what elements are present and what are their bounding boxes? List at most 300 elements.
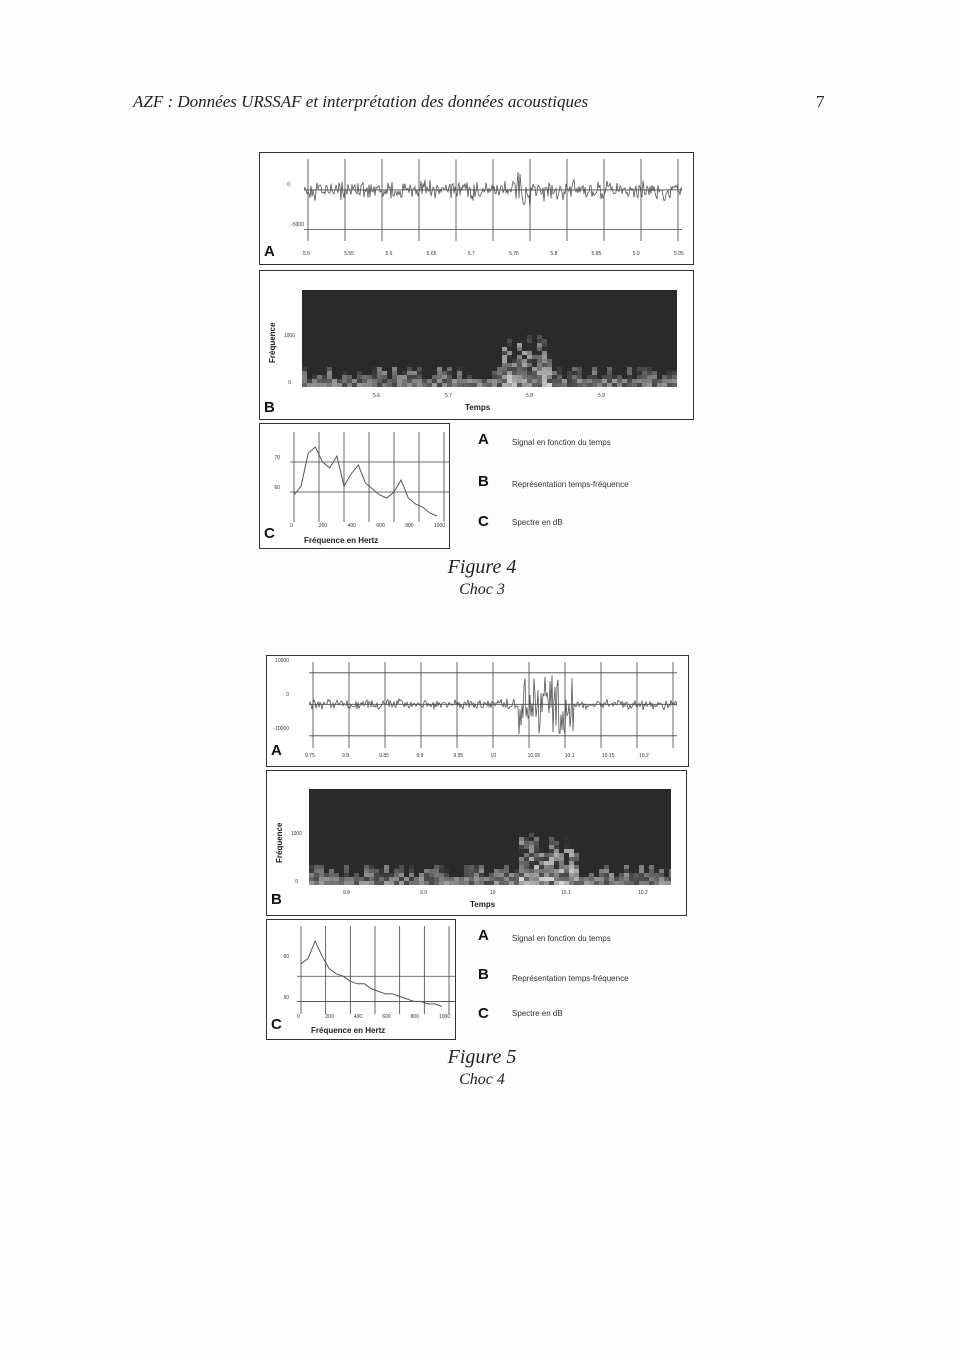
- fig5-b-spectrogram-cell: [549, 865, 554, 869]
- fig4-b-spectrogram-cell: [432, 375, 437, 379]
- fig4-b-spectrogram-cell: [457, 383, 462, 387]
- fig5-b-spectrogram-cell: [549, 873, 554, 877]
- fig4-b-spectrogram-cell: [627, 375, 632, 379]
- fig4-b-spectrogram-cell: [542, 347, 547, 351]
- fig5-b-spectrogram-cell: [549, 837, 554, 841]
- fig4-b-spectrogram-cell: [642, 367, 647, 371]
- fig5-b-spectrogram-cell: [604, 865, 609, 869]
- fig4-b-spectrogram-cell: [547, 379, 552, 383]
- fig5-panel-c: [266, 919, 456, 1040]
- fig4-b-spectrogram-cell: [577, 367, 582, 371]
- fig5-b-spectrogram-cell: [639, 869, 644, 873]
- fig4-legend-letter-b: B: [478, 473, 489, 490]
- fig4-b-spectrogram-cell: [587, 379, 592, 383]
- fig4-b-spectrogram-cell: [372, 383, 377, 387]
- fig4-b-spectrogram-cell: [532, 355, 537, 359]
- fig4-b-spectrogram-cell: [432, 383, 437, 387]
- fig4-b-spectrogram-cell: [607, 379, 612, 383]
- fig5-b-spectrogram-cell: [354, 873, 359, 877]
- fig4-b-spectrogram-cell: [567, 379, 572, 383]
- fig4-b-spectrogram-cell: [357, 379, 362, 383]
- fig4-b-spectrogram-cell: [527, 335, 532, 339]
- fig5-b-spectrogram-cell: [649, 873, 654, 877]
- fig5-b-spectrogram-cell: [494, 877, 499, 881]
- fig5-b-spectrogram-cell: [564, 841, 569, 845]
- fig5-b-spectrogram-cell: [399, 881, 404, 885]
- fig4-b-spectrogram-cell: [317, 383, 322, 387]
- fig5-b-spectrogram-cell: [494, 869, 499, 873]
- fig4-b-spectrogram-cell: [537, 343, 542, 347]
- fig5-b-spectrogram-cell: [434, 873, 439, 877]
- fig4-b-spectrogram-cell: [527, 379, 532, 383]
- fig5-b-spectrogram-cell: [649, 869, 654, 873]
- fig5-b-spectrogram-cell: [529, 873, 534, 877]
- fig5-b-spectrogram-cell: [459, 877, 464, 881]
- fig5-b-spectrogram-cell: [364, 865, 369, 869]
- fig4-b-spectrogram-cell: [407, 375, 412, 379]
- fig5-b-spectrogram-cell: [539, 857, 544, 861]
- fig4-b-spectrogram-cell: [537, 363, 542, 367]
- fig5-b-spectrogram-cell: [464, 865, 469, 869]
- fig4-b-spectrogram-cell: [537, 359, 542, 363]
- fig5-b-spectrogram-cell: [399, 869, 404, 873]
- fig4-b-spectrogram-cell: [402, 383, 407, 387]
- fig4-b-spectrogram-cell: [507, 371, 512, 375]
- fig4-b-spectrogram-cell: [372, 379, 377, 383]
- fig4-b-spectrogram-cell: [357, 383, 362, 387]
- fig5-a-xtick: 10.1: [564, 753, 575, 759]
- fig5-b-spectrogram-cell: [649, 881, 654, 885]
- fig5-b-spectrogram-cell: [369, 877, 374, 881]
- fig4-b-spectrogram-cell: [432, 379, 437, 383]
- fig5-b-spectrogram-cell: [469, 881, 474, 885]
- fig4-b-spectrogram-cell: [667, 379, 672, 383]
- fig4-b-spectrogram-cell: [437, 383, 442, 387]
- fig4-b-spectrogram-cell: [537, 383, 542, 387]
- fig4-b-spectrogram-cell: [302, 375, 307, 379]
- fig4-b-spectrogram-cell: [402, 375, 407, 379]
- fig4-b-spectrogram-cell: [392, 375, 397, 379]
- fig5-b-spectrogram-cell: [479, 869, 484, 873]
- fig5-b-spectrogram-cell: [614, 881, 619, 885]
- fig5-b-spectrogram-cell: [394, 873, 399, 877]
- fig4-b-spectrogram-cell: [642, 379, 647, 383]
- fig5-b-spectrogram-cell: [554, 861, 559, 865]
- fig5-b-spectrogram-cell: [544, 853, 549, 857]
- fig5-b-spectrogram-cell: [624, 881, 629, 885]
- fig5-b-spectrogram-cell: [624, 877, 629, 881]
- fig4-b-spectrogram-cell: [352, 383, 357, 387]
- fig5-b-spectrogram-cell: [574, 881, 579, 885]
- fig4-a-xtick: 5.65: [426, 251, 437, 257]
- fig4-b-spectrogram-cell: [672, 375, 677, 379]
- fig4-b-spectrogram-cell: [512, 379, 517, 383]
- fig5-b-spectrogram-cell: [519, 869, 524, 873]
- fig4-b-spectrogram-cell: [507, 339, 512, 343]
- fig5-b-spectrogram-cell: [524, 845, 529, 849]
- fig5-b-spectrogram-cell: [569, 861, 574, 865]
- fig4-b-spectrogram-cell: [302, 367, 307, 371]
- fig4-b-spectrogram-cell: [632, 383, 637, 387]
- fig4-b-spectrogram-cell: [532, 371, 537, 375]
- fig5-b-spectrogram-cell: [524, 877, 529, 881]
- fig4-b-spectrogram-cell: [672, 371, 677, 375]
- fig4-b-spectrogram-cell: [627, 371, 632, 375]
- fig5-c-xtick: 0: [297, 1014, 300, 1020]
- fig5-b-spectrogram-cell: [504, 865, 509, 869]
- fig5-b-spectrogram-cell: [384, 869, 389, 873]
- fig4-b-spectrogram-cell: [607, 367, 612, 371]
- fig5-b-spectrogram-cell: [499, 877, 504, 881]
- fig4-b-spectrogram-cell: [527, 339, 532, 343]
- fig5-b-spectrogram-cell: [399, 873, 404, 877]
- fig5-b-spectrogram-cell: [514, 873, 519, 877]
- fig4-b-spectrogram-cell: [667, 371, 672, 375]
- fig5-b-spectrogram-cell: [499, 869, 504, 873]
- fig5-b-spectrogram-cell: [654, 877, 659, 881]
- fig4-b-spectrogram-cell: [517, 375, 522, 379]
- fig4-b-spectrogram-cell: [427, 379, 432, 383]
- fig4-a-xtick: 5.75: [509, 251, 519, 257]
- fig5-b-spectrogram-cell: [574, 865, 579, 869]
- fig4-b-spectrogram-cell: [602, 379, 607, 383]
- fig5-b-spectrogram-cell: [424, 869, 429, 873]
- fig5-panel-b: [266, 770, 687, 916]
- fig5-b-spectrogram-cell: [624, 873, 629, 877]
- fig4-b-spectrogram-cell: [547, 375, 552, 379]
- fig5-b-spectrogram-cell: [424, 881, 429, 885]
- fig5-b-spectrogram-cell: [374, 877, 379, 881]
- fig4-b-spectrogram-cell: [592, 371, 597, 375]
- fig4-b-spectrogram-cell: [522, 383, 527, 387]
- fig5-b-spectrogram-cell: [394, 881, 399, 885]
- fig5-b-spectrogram-cell: [604, 881, 609, 885]
- fig4-b-spectrogram-cell: [542, 355, 547, 359]
- fig5-b-ylabel: Fréquence: [275, 822, 284, 863]
- fig4-b-spectrogram-cell: [447, 371, 452, 375]
- fig4-b-spectrogram-cell: [527, 359, 532, 363]
- fig5-b-spectrogram-cell: [349, 877, 354, 881]
- fig4-b-letter: B: [264, 399, 275, 416]
- fig4-b-spectrogram-cell: [607, 371, 612, 375]
- fig4-b-spectrogram-cell: [507, 383, 512, 387]
- fig4-b-spectrogram-cell: [387, 379, 392, 383]
- fig4-b-spectrogram-cell: [527, 367, 532, 371]
- fig4-b-spectrogram-cell: [542, 351, 547, 355]
- fig4-b-spectrogram-cell: [327, 379, 332, 383]
- fig4-panel-a: [259, 152, 694, 265]
- fig5-b-spectrogram-cell: [574, 861, 579, 865]
- fig5-b-spectrogram-cell: [574, 869, 579, 873]
- fig5-b-spectrogram-cell: [504, 881, 509, 885]
- fig4-b-spectrogram-cell: [522, 371, 527, 375]
- fig5-b-spectrogram-cell: [309, 869, 314, 873]
- fig5-b-spectrogram-cell: [564, 869, 569, 873]
- fig4-a-xtick: 5.7: [467, 251, 475, 257]
- fig5-b-spectrogram-cell: [604, 873, 609, 877]
- fig5-a-xtick: 9.75: [305, 753, 315, 759]
- fig4-b-spectrogram-cell: [342, 375, 347, 379]
- fig4-b-spectrogram-cell: [627, 383, 632, 387]
- fig5-b-spectrogram-cell: [509, 873, 514, 877]
- fig4-b-spectrogram-cell: [372, 371, 377, 375]
- fig4-b-spectrogram-cell: [342, 383, 347, 387]
- fig5-b-spectrogram-cell: [609, 873, 614, 877]
- fig5-b-spectrogram-cell: [309, 865, 314, 869]
- fig5-b-spectrogram-cell: [329, 873, 334, 877]
- fig4-b-spectrogram-cell: [302, 379, 307, 383]
- fig5-b-spectrogram-cell: [524, 865, 529, 869]
- fig5-b-spectrogram-cell: [564, 849, 569, 853]
- fig4-b-spectrogram-cell: [462, 383, 467, 387]
- fig4-b-spectrogram-cell: [337, 383, 342, 387]
- fig5-b-spectrogram-cell: [529, 849, 534, 853]
- fig5-b-spectrogram-cell: [344, 877, 349, 881]
- fig5-b-spectrogram-cell: [574, 853, 579, 857]
- fig5-b-spectrogram-cell: [389, 881, 394, 885]
- fig5-b-spectrogram-cell: [599, 877, 604, 881]
- fig4-b-spectrogram-cell: [407, 371, 412, 375]
- fig4-b-xtick: 5.9: [598, 393, 605, 399]
- fig4-b-spectrogram-cell: [437, 367, 442, 371]
- fig5-b-spectrogram-cell: [529, 833, 534, 837]
- fig5-b-spectrogram-cell: [629, 881, 634, 885]
- fig5-b-spectrogram-cell: [574, 857, 579, 861]
- fig4-b-spectrogram-cell: [642, 375, 647, 379]
- fig4-b-spectrogram-cell: [627, 367, 632, 371]
- fig5-b-spectrogram-cell: [399, 865, 404, 869]
- fig5-b-spectrogram-cell: [374, 881, 379, 885]
- fig5-b-spectrogram-cell: [469, 865, 474, 869]
- fig4-b-spectrogram-cell: [592, 383, 597, 387]
- fig5-b-spectrogram-cell: [374, 873, 379, 877]
- fig4-c-xlabel: Fréquence en Hertz: [304, 536, 379, 545]
- fig5-b-spectrogram-cell: [444, 873, 449, 877]
- fig4-b-spectrogram-cell: [417, 379, 422, 383]
- fig4-b-spectrogram-cell: [587, 375, 592, 379]
- fig4-b-spectrogram-cell: [417, 383, 422, 387]
- fig5-b-spectrogram-cell: [479, 877, 484, 881]
- fig5-b-spectrogram-cell: [539, 861, 544, 865]
- fig4-b-spectrogram-cell: [377, 371, 382, 375]
- fig5-b-spectrogram-cell: [624, 865, 629, 869]
- fig4-b-spectrogram-cell: [537, 347, 542, 351]
- fig4-b-spectrogram-cell: [312, 383, 317, 387]
- fig5-b-spectrogram-cell: [529, 841, 534, 845]
- fig4-b-spectrogram-cell: [637, 379, 642, 383]
- fig4-b-spectrogram-cell: [467, 375, 472, 379]
- fig5-b-spectrogram-cell: [514, 877, 519, 881]
- fig5-c-xtick: 1000: [439, 1014, 451, 1020]
- fig5-b-spectrogram-cell: [454, 881, 459, 885]
- fig4-b-spectrogram-cell: [527, 363, 532, 367]
- fig4-b-spectrogram-cell: [402, 379, 407, 383]
- fig5-b-spectrogram-cell: [534, 865, 539, 869]
- fig4-b-spectrogram-cell: [627, 379, 632, 383]
- fig5-b-spectrogram-cell: [319, 873, 324, 877]
- fig4-b-spectrogram-cell: [622, 379, 627, 383]
- fig4-b-spectrogram-cell: [462, 379, 467, 383]
- fig4-b-spectrogram-cell: [532, 363, 537, 367]
- fig5-b-spectrogram-cell: [534, 869, 539, 873]
- fig4-b-spectrogram-cell: [302, 383, 307, 387]
- fig4-b-spectrogram-cell: [507, 347, 512, 351]
- fig5-b-spectrogram-cell: [534, 853, 539, 857]
- fig5-b-spectrogram-cell: [659, 877, 664, 881]
- fig4-b-spectrogram-cell: [512, 363, 517, 367]
- fig4-b-spectrogram-cell: [672, 383, 677, 387]
- fig5-b-spectrogram-cell: [599, 869, 604, 873]
- fig5-b-spectrogram-cell: [444, 877, 449, 881]
- fig5-b-spectrogram-cell: [649, 865, 654, 869]
- fig4-a-xtick: 5.95: [674, 251, 684, 257]
- fig5-b-spectrogram-cell: [439, 877, 444, 881]
- fig4-b-spectrogram-cell: [582, 379, 587, 383]
- fig5-b-spectrogram-cell: [399, 877, 404, 881]
- fig5-b-spectrogram-cell: [634, 881, 639, 885]
- fig4-b-spectrogram-cell: [407, 379, 412, 383]
- fig5-b-spectrogram-cell: [354, 877, 359, 881]
- figure-5-subcaption: Choc 4: [459, 1071, 505, 1088]
- fig5-b-xtick: 9.8: [343, 890, 350, 896]
- fig5-b-spectrogram-cell: [314, 865, 319, 869]
- fig4-b-spectrogram-cell: [527, 355, 532, 359]
- fig4-b-spectrogram-cell: [502, 347, 507, 351]
- fig5-legend-letter-b: B: [478, 966, 489, 983]
- fig5-b-spectrogram-cell: [484, 877, 489, 881]
- fig5-c-ytick: 60: [283, 954, 289, 960]
- fig4-c-xtick: 800: [405, 523, 414, 529]
- fig4-b-spectrogram-cell: [517, 359, 522, 363]
- fig4-c-xtick: 1000: [434, 523, 446, 529]
- fig4-b-spectrogram-cell: [502, 383, 507, 387]
- fig5-b-spectrogram-cell: [384, 881, 389, 885]
- fig5-b-spectrogram-cell: [524, 881, 529, 885]
- fig4-b-spectrogram-cell: [527, 351, 532, 355]
- fig5-b-spectrogram-cell: [444, 869, 449, 873]
- fig4-b-spectrogram-cell: [522, 355, 527, 359]
- fig4-b-spectrogram-cell: [577, 383, 582, 387]
- fig5-c-spectrum-line: [301, 941, 442, 1006]
- fig4-b-spectrogram-cell: [457, 367, 462, 371]
- fig4-b-spectrogram-cell: [357, 371, 362, 375]
- fig4-b-xlabel: Temps: [465, 403, 491, 412]
- fig5-b-spectrogram-cell: [549, 861, 554, 865]
- fig4-a-letter: A: [264, 243, 275, 260]
- fig4-b-spectrogram-cell: [507, 359, 512, 363]
- fig4-b-spectrogram-cell: [552, 371, 557, 375]
- fig5-b-xlabel: Temps: [470, 900, 496, 909]
- fig4-b-spectrogram-cell: [607, 375, 612, 379]
- fig4-b-spectrogram-cell: [437, 375, 442, 379]
- fig4-panel-b: [259, 270, 694, 420]
- fig5-b-spectrogram-cell: [524, 869, 529, 873]
- fig5-b-spectrogram-cell: [324, 873, 329, 877]
- fig5-b-spectrogram-cell: [434, 869, 439, 873]
- fig4-b-spectrogram-cell: [522, 359, 527, 363]
- fig4-b-spectrogram-cell: [532, 375, 537, 379]
- fig5-b-spectrogram-cell: [609, 877, 614, 881]
- fig4-b-spectrogram-cell: [572, 375, 577, 379]
- fig5-b-spectrogram-cell: [574, 873, 579, 877]
- fig5-b-spectrogram-cell: [569, 869, 574, 873]
- fig4-legend-text-b: Représentation temps-fréquence: [512, 480, 629, 489]
- fig5-b-spectrogram-cell: [594, 881, 599, 885]
- fig5-b-spectrogram-cell: [564, 881, 569, 885]
- fig5-b-spectrogram-cell: [559, 873, 564, 877]
- fig5-b-spectrogram-cell: [519, 853, 524, 857]
- fig4-b-spectrogram-cell: [512, 383, 517, 387]
- fig4-b-spectrogram-cell: [547, 363, 552, 367]
- fig5-a-xtick: 9.85: [379, 753, 389, 759]
- fig5-b-spectrogram-cell: [664, 881, 669, 885]
- fig5-b-spectrogram-cell: [604, 877, 609, 881]
- fig5-b-spectrogram-cell: [524, 849, 529, 853]
- fig5-b-xtick: 9.9: [420, 890, 427, 896]
- fig4-b-spectrogram-cell: [532, 379, 537, 383]
- fig5-b-spectrogram-cell: [389, 877, 394, 881]
- fig4-b-spectrogram-cell: [572, 371, 577, 375]
- fig5-b-spectrogram-cell: [559, 881, 564, 885]
- fig5-b-spectrogram-cell: [549, 857, 554, 861]
- fig4-b-spectrogram-cell: [502, 371, 507, 375]
- fig5-b-spectrogram-cell: [394, 869, 399, 873]
- fig4-b-spectrogram-cell: [377, 367, 382, 371]
- fig5-b-spectrogram-cell: [414, 881, 419, 885]
- fig4-b-spectrogram-cell: [512, 375, 517, 379]
- fig4-b-spectrogram-cell: [542, 339, 547, 343]
- fig4-a-xtick: 5.9: [632, 251, 640, 257]
- fig4-b-spectrogram-cell: [512, 359, 517, 363]
- fig4-b-spectrogram-cell: [412, 375, 417, 379]
- fig4-b-spectrogram-cell: [522, 379, 527, 383]
- fig4-b-xtick: 5.8: [526, 393, 533, 399]
- fig4-b-spectrogram-cell: [617, 379, 622, 383]
- fig5-b-spectrogram-cell: [474, 877, 479, 881]
- fig5-b-spectrogram-cell: [534, 849, 539, 853]
- fig5-b-spectrogram-cell: [369, 873, 374, 877]
- fig5-b-spectrogram-cell: [524, 837, 529, 841]
- fig5-b-spectrogram-cell: [524, 857, 529, 861]
- fig5-b-spectrogram-cell: [654, 873, 659, 877]
- fig5-b-spectrogram-cell: [534, 857, 539, 861]
- fig4-b-spectrogram-cell: [382, 371, 387, 375]
- fig4-b-spectrogram-cell: [332, 383, 337, 387]
- fig5-b-spectrogram-cell: [384, 873, 389, 877]
- fig5-b-spectrogram-cell: [504, 869, 509, 873]
- fig5-b-spectrogram-cell: [559, 869, 564, 873]
- fig4-b-spectrogram-cell: [597, 383, 602, 387]
- fig4-b-spectrogram-cell: [307, 379, 312, 383]
- fig4-b-spectrogram-cell: [347, 375, 352, 379]
- fig5-b-spectrogram-cell: [479, 873, 484, 877]
- fig5-b-spectrogram-cell: [604, 869, 609, 873]
- fig5-b-spectrogram-cell: [489, 881, 494, 885]
- fig5-b-spectrogram-cell: [464, 877, 469, 881]
- fig4-b-spectrogram-cell: [532, 359, 537, 363]
- fig5-b-spectrogram-cell: [409, 873, 414, 877]
- fig4-b-spectrogram-cell: [442, 383, 447, 387]
- fig4-legend-text-a: Signal en fonction du temps: [512, 438, 611, 447]
- fig4-b-spectrogram-cell: [552, 383, 557, 387]
- fig4-spectrum-plot: [290, 432, 450, 522]
- fig5-b-spectrogram-cell: [664, 877, 669, 881]
- fig5-b-spectrogram-cell: [529, 865, 534, 869]
- fig4-b-spectrogram-cell: [522, 363, 527, 367]
- fig5-b-spectrogram-cell: [519, 861, 524, 865]
- fig4-b-spectrogram-cell: [472, 379, 477, 383]
- fig5-b-spectrogram-cell: [319, 869, 324, 873]
